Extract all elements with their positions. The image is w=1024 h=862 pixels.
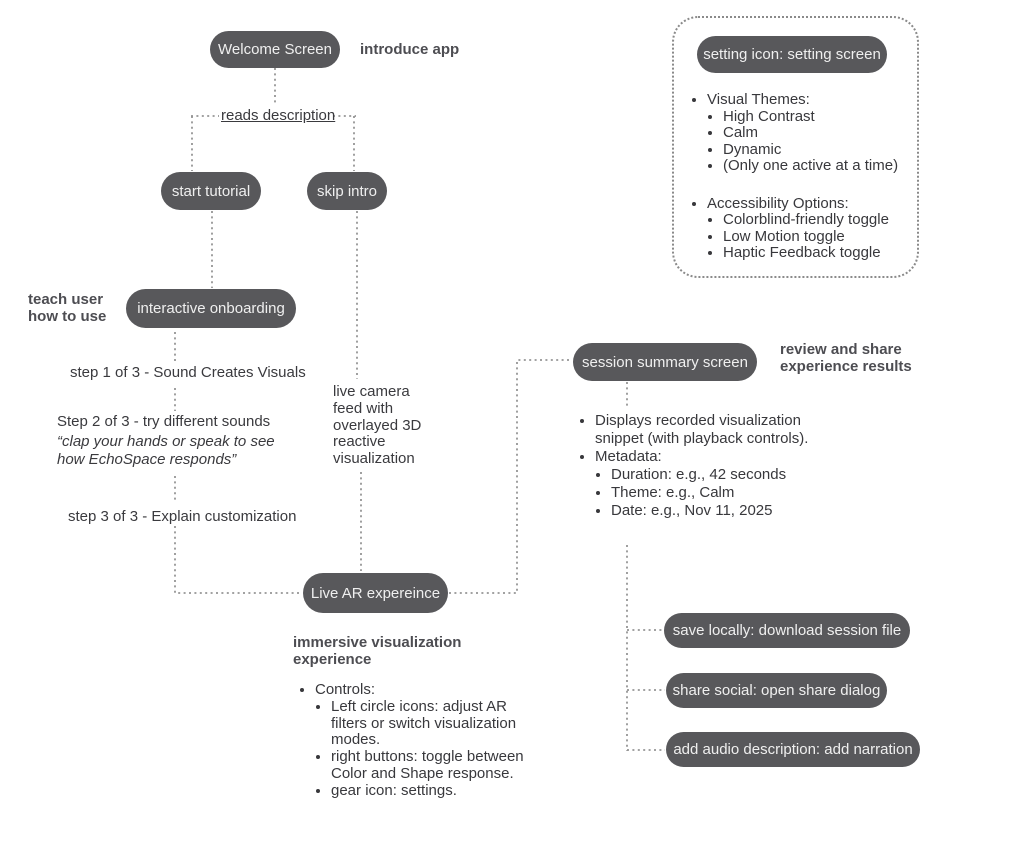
list-item: • Haptic Feedback toggle — [723, 245, 922, 262]
controls-title: Controls: — [315, 681, 376, 698]
node-skip-intro[interactable]: skip intro — [307, 172, 387, 210]
node-welcome-screen[interactable]: Welcome Screen — [210, 31, 340, 68]
node-session-summary[interactable]: session summary screen — [573, 343, 757, 381]
settings-section-title: Visual Themes: — [707, 91, 810, 108]
controls-notes — [298, 682, 543, 800]
list-item: • Left circle icons: adjust AR filters or switch visualization modes. — [331, 699, 543, 749]
annotation-live-camera-feed: live camera feed with overlayed 3D reactive visualization — [333, 383, 422, 468]
node-start-tutorial[interactable]: start tutorial — [161, 172, 261, 210]
list-item: • Dynamic — [723, 142, 922, 159]
list-item: • Theme: e.g., Calm — [611, 484, 827, 502]
annotation-step-3: step 3 of 3 - Explain customization — [68, 508, 297, 525]
annotation-teach-user: teach user how to use — [28, 291, 107, 325]
list-item — [595, 448, 827, 520]
list-item — [707, 196, 922, 262]
list-item: • Low Motion toggle — [723, 229, 922, 246]
node-live-ar-experience[interactable]: Live AR expereince — [303, 573, 448, 613]
annotation-step-2-quote: “clap your hands or speak to see how EchoSpace responds” — [57, 433, 275, 468]
annotation-review-share: review and share experience results — [780, 341, 912, 375]
list-item — [315, 682, 543, 800]
list-item: • Colorblind-friendly toggle — [723, 212, 922, 229]
list-item: • High Contrast — [723, 109, 922, 126]
node-interactive-onboarding[interactable]: interactive onboarding — [126, 289, 296, 328]
list-item: • Date: e.g., Nov 11, 2025 — [611, 502, 827, 520]
list-item: • (Only one active at a time) — [723, 158, 922, 175]
list-item: • gear icon: settings. — [331, 783, 543, 800]
list-item: • right buttons: toggle between Color and Shape response. — [331, 749, 543, 783]
metadata-title: Metadata: — [595, 448, 662, 465]
annotation-step-2: Step 2 of 3 - try different sounds — [57, 413, 271, 430]
annotation-immersive-experience: immersive visualization experience — [293, 634, 462, 668]
node-add-audio-description[interactable]: add audio description: add narration — [666, 732, 920, 767]
connector-step3-to-livear — [175, 526, 302, 593]
node-share-social[interactable]: share social: open share dialog — [666, 673, 887, 708]
list-item: • Displays recorded visualization snippet (with playback controls). — [595, 412, 827, 448]
list-item: • Duration: e.g., 42 seconds — [611, 466, 827, 484]
list-item — [707, 92, 922, 175]
annotation-introduce-app: introduce app — [360, 41, 460, 58]
settings-section-title: Accessibility Options: — [707, 194, 849, 212]
list-item: • Calm — [723, 125, 922, 142]
settings-options-list — [690, 92, 922, 262]
annotation-reads-description: reads description — [221, 107, 336, 124]
annotation-step-1: step 1 of 3 - Sound Creates Visuals — [70, 364, 306, 381]
node-save-locally[interactable]: save locally: download session file — [664, 613, 910, 648]
node-setting-screen[interactable]: setting icon: setting screen — [697, 36, 887, 73]
session-summary-notes — [578, 412, 827, 520]
connector-livear-to-session — [449, 360, 571, 593]
